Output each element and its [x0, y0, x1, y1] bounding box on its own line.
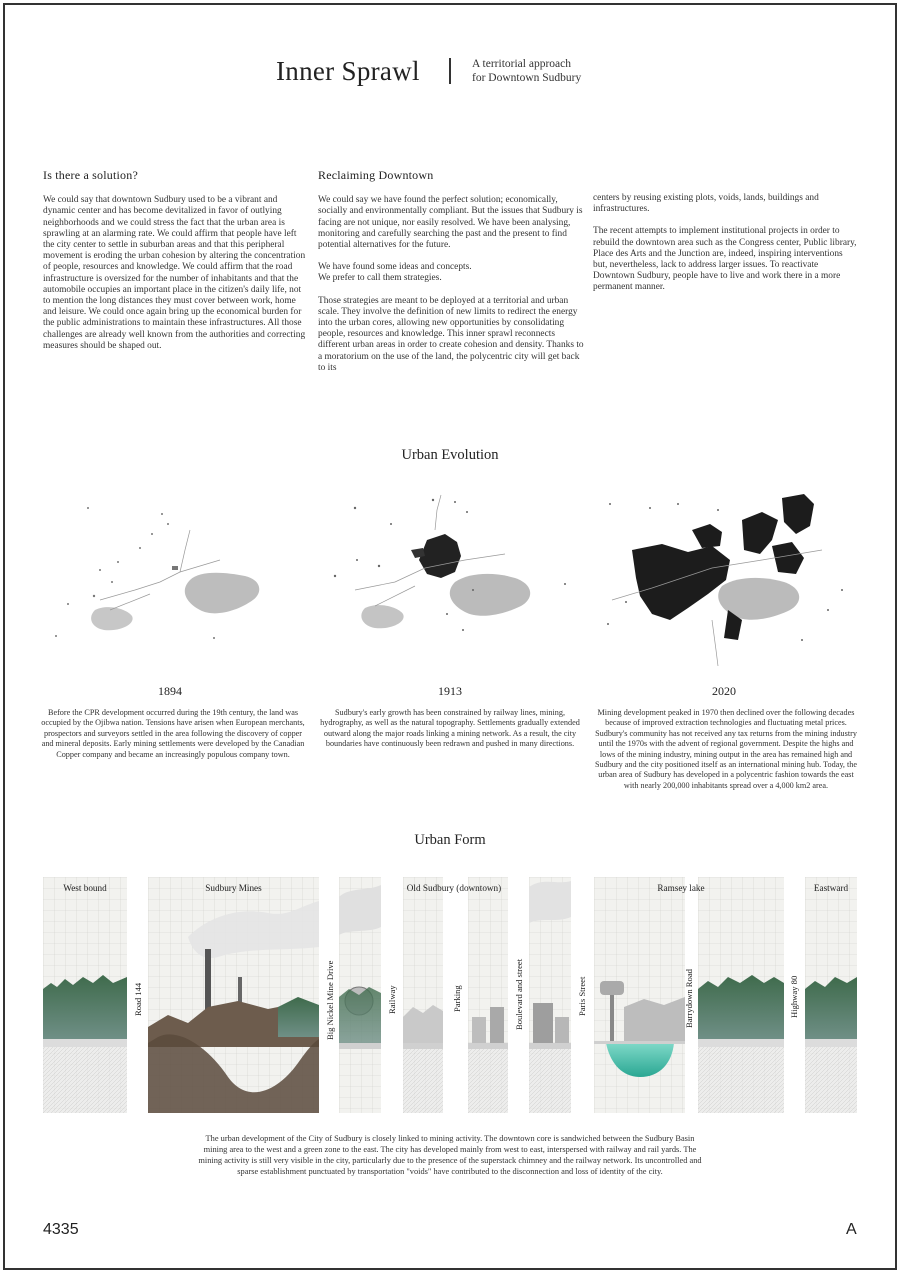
panel-railway	[403, 877, 443, 1113]
year-label-2020: 2020	[712, 684, 736, 698]
page-title: Inner Sprawl	[276, 56, 420, 86]
intro-column-3	[593, 193, 859, 305]
year-label-1913: 1913	[438, 684, 462, 698]
panel-west-bound	[43, 877, 127, 1113]
panel-ramsey-lake	[594, 877, 685, 1113]
panel-label-ramsey-lake: Ramsey lake	[657, 883, 705, 893]
gap-label-barrydown: Barrydown Road	[684, 969, 694, 1028]
intro-paragraph: We could say that downtown Sudbury used to be a vibrant and dynamic center and has become devitalized in favor of outlying neighborhoods and we could stress the fact that the urban area is sprawling at an alarming rate. We could affirm that people have left the city center to settle in suburban areas and that this peripheral movement is eroding the urban cohesion by altering the concentration of people, resources and knowledge. We could affirm that the road infrastructure is oversized for the number of inhabitants and that the automobile occupies an important place in the citizen's daily life, not to mention the long distances they must cover between work, home and leisure. We could once again bring up the economical burden for the public administrations to maintain these infrastructures. All those challenges are already well known from the authorities and correcting measures should be shaped out.	[43, 195, 306, 351]
intro-line: We prefer to call them strategies.	[318, 273, 442, 284]
panel-label-west-bound: West bound	[63, 883, 107, 893]
map-1913	[315, 490, 585, 670]
intro-line: We have found some ideas and concepts.	[318, 262, 472, 273]
subtitle-line-2: for Downtown Sudbury	[472, 72, 582, 84]
page-subtitle	[472, 57, 581, 85]
panel-parking	[468, 877, 508, 1113]
intro-column-2	[318, 170, 584, 385]
footer-number: 4335	[43, 1221, 79, 1238]
intro-paragraph: The recent attempts to implement institutional projects in order to rebuild the downtown area such as the Congress center, Public library, Place des Arts and the Junction are, indeed, inspiring interventions but, nevertheless, lack to address larger issues. To reactivate Downtown Sudbury, people have to live and work there in a more permanent manner.	[593, 226, 857, 293]
title-divider	[449, 58, 451, 84]
section-title-evolution: Urban Evolution	[401, 447, 499, 463]
panel-eastward	[805, 877, 857, 1113]
gap-label-road-144: Road 144	[133, 982, 143, 1016]
intro-heading-reclaiming: Reclaiming Downtown	[318, 168, 434, 182]
map-2020	[592, 490, 862, 670]
year-label-1894: 1894	[158, 684, 182, 698]
gap-label-big-nickel: Big Nickel Mine Drive	[325, 960, 335, 1040]
intro-column-1	[43, 170, 309, 363]
section-title-form: Urban Form	[414, 832, 486, 848]
evolution-text-1894: Before the CPR development occurred during the 19th century, the land was occupied by the Ojibwa nation. Tensions have arisen when European merchants, prospectors and surveyors settled in the area following the discovery of copper and mineral deposits. Early mining settlements were developed by the Canadian Copper company and became an increasingly populous company town.	[41, 708, 305, 759]
footer-letter: A	[846, 1221, 857, 1238]
intro-paragraph	[318, 262, 584, 284]
gap-label-highway-80: Highway 80	[789, 975, 799, 1018]
gap-label-railway: Railway	[387, 985, 397, 1014]
panel-big-nickel	[339, 877, 381, 1113]
panel-label-eastward: Eastward	[813, 883, 849, 893]
gap-label-parking: Parking	[452, 985, 462, 1012]
lake-shapes	[91, 573, 259, 631]
intro-paragraph: Those strategies are meant to be deployed at a territorial and urban scale. They involve the definition of new limits to redirect the energy into the urban cores, allowing new opportunities by consolidating people, resources and knowledge. This inner sprawl reconnects different urban areas in order to create cohesion and density. Thanks to a moratorium on the use of the land, the polycentric city will get back to its	[318, 295, 584, 373]
subtitle-line-1: A territorial approach	[472, 58, 571, 70]
intro-heading-solution: Is there a solution?	[43, 168, 138, 182]
lake-shapes	[361, 574, 530, 628]
urban-fabric	[632, 494, 814, 640]
panel-barrydown	[698, 877, 784, 1113]
map-1894	[40, 490, 310, 670]
evolution-text-1913: Sudbury's early growth has been constrained by railway lines, mining, hydrography, as well as the natural topography. Settlements gradually extended outward along the major roads linking a mining network. As a result, the city boundaries have continuously been redrawn and pushed in many directions.	[320, 708, 580, 749]
urban-form-text: The urban development of the City of Sudbury is closely linked to mining activity. The downtown core is sandwiched between the Sudbury Basin mining area to the west and a green zone to the east. The city has developed mainly from west to east, interspersed with railway and rail yards. The mining activity is still very visible in the city, particularly due to the presence of the superstack chimney and the railway network. Its uncontrolled and sparse establishment punctuated by transportation "voids" have contributed to the disconnection and loss of identity of the city.	[198, 1134, 702, 1176]
panel-label-sudbury-mines: Sudbury Mines	[205, 883, 262, 893]
gap-label-boulevard: Boulevard and street	[514, 958, 524, 1030]
intro-paragraph: centers by reusing existing plots, voids, lands, buildings and infrastructures.	[593, 193, 819, 215]
panel-sudbury-mines	[148, 877, 319, 1113]
intro-paragraph: We could say we have found the perfect solution; economically, socially and environmentally compliant. But the issues that Sudbury is facing are not unique, nor easily resolved. We have been analysing, monitoring and carefully searching the past and the present to find potential alternatives for the future.	[318, 195, 583, 251]
evolution-text-2020: Mining development peaked in 1970 then declined over the following decades because of improved extraction technologies and fluctuating metal prices. Sudbury's community has not received any tax returns from the mining industry until the 1970s with the advent of regional government. Despite the highs and lows of the mining industry, mining output in the area has remained high and Sudbury and the city positioned itself as an international mining hub. Today, the urban area of Sudbury has developed in a polycentric fashion towards the east with nearly 200,000 inhabitants spread over a 4,000 km2 area.	[594, 708, 858, 790]
panel-label-old-sudbury: Old Sudbury (downtown)	[406, 883, 502, 893]
gap-label-paris-street: Paris Street	[577, 976, 587, 1016]
settlement-dots	[55, 507, 215, 639]
panel-boulevard	[529, 877, 571, 1113]
